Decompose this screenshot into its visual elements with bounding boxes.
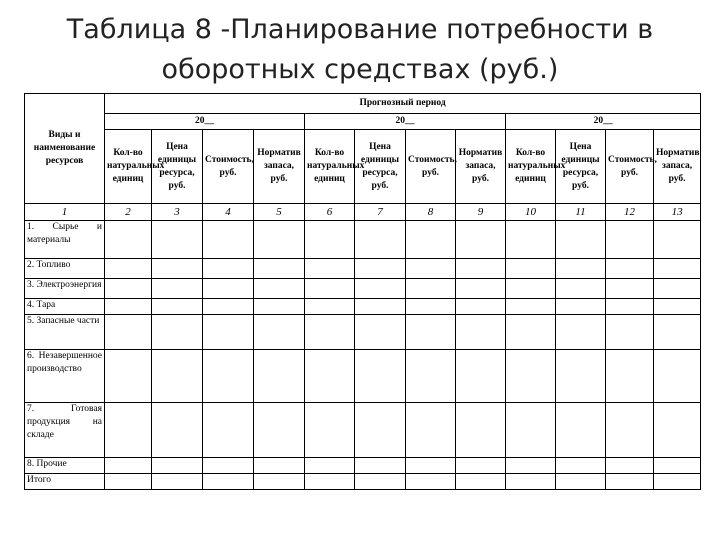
- qty-header: Кол-во натуральных единиц: [506, 130, 556, 204]
- price-header: Цена единицы ресурса, руб.: [355, 130, 406, 204]
- empty-cell: [606, 221, 654, 259]
- resource-name: 2. Топливо: [25, 259, 105, 279]
- empty-cell: [556, 403, 606, 458]
- column-number: 3: [152, 204, 203, 221]
- cost-header: Стоимость, руб.: [203, 130, 254, 204]
- empty-cell: [355, 279, 406, 299]
- empty-cell: [606, 458, 654, 474]
- empty-cell: [305, 350, 355, 403]
- empty-cell: [305, 259, 355, 279]
- empty-cell: [152, 279, 203, 299]
- empty-cell: [506, 315, 556, 350]
- empty-cell: [654, 458, 701, 474]
- empty-cell: [203, 279, 254, 299]
- resource-name: 3. Электроэнергия: [25, 279, 105, 299]
- norm-header: Норматив запаса, руб.: [456, 130, 506, 204]
- empty-cell: [456, 259, 506, 279]
- empty-cell: [506, 458, 556, 474]
- empty-cell: [606, 474, 654, 490]
- empty-cell: [203, 221, 254, 259]
- resource-name: 4. Тара: [25, 299, 105, 315]
- empty-cell: [305, 474, 355, 490]
- empty-cell: [254, 221, 305, 259]
- empty-cell: [152, 221, 203, 259]
- empty-cell: [654, 474, 701, 490]
- empty-cell: [305, 403, 355, 458]
- empty-cell: [305, 299, 355, 315]
- qty-header: Кол-во натуральных единиц: [305, 130, 355, 204]
- empty-cell: [305, 279, 355, 299]
- empty-cell: [105, 279, 152, 299]
- empty-cell: [506, 221, 556, 259]
- empty-cell: [203, 315, 254, 350]
- empty-cell: [456, 403, 506, 458]
- table-row: [25, 221, 701, 259]
- price-header: Цена единицы ресурса, руб.: [556, 130, 606, 204]
- empty-cell: [105, 221, 152, 259]
- price-header: Цена единицы ресурса, руб.: [152, 130, 203, 204]
- empty-cell: [406, 259, 456, 279]
- empty-cell: [506, 279, 556, 299]
- empty-cell: [456, 315, 506, 350]
- table-row: [25, 279, 701, 299]
- column-number: 13: [654, 204, 701, 221]
- resource-name: 7. Готовая продукция на складе: [25, 403, 105, 458]
- empty-cell: [406, 221, 456, 259]
- empty-cell: [556, 350, 606, 403]
- empty-cell: [355, 299, 406, 315]
- qty-header: Кол-во натуральных единиц: [105, 130, 152, 204]
- empty-cell: [105, 350, 152, 403]
- empty-cell: [506, 299, 556, 315]
- empty-cell: [406, 474, 456, 490]
- empty-cell: [355, 474, 406, 490]
- empty-cell: [203, 259, 254, 279]
- empty-cell: [355, 315, 406, 350]
- column-number: 1: [25, 204, 105, 221]
- column-number: 8: [406, 204, 456, 221]
- table-row: [25, 350, 701, 403]
- column-number: 11: [556, 204, 606, 221]
- empty-cell: [606, 259, 654, 279]
- empty-cell: [654, 259, 701, 279]
- resource-name: 5. Запасные части: [25, 315, 105, 350]
- cost-header: Стоимость, руб.: [406, 130, 456, 204]
- empty-cell: [456, 299, 506, 315]
- year-header-3: 20__: [506, 114, 701, 130]
- empty-cell: [203, 474, 254, 490]
- empty-cell: [152, 458, 203, 474]
- empty-cell: [456, 474, 506, 490]
- empty-cell: [456, 221, 506, 259]
- empty-cell: [254, 350, 305, 403]
- empty-cell: [556, 279, 606, 299]
- empty-cell: [254, 403, 305, 458]
- empty-cell: [406, 350, 456, 403]
- page-title: [0, 10, 720, 90]
- empty-cell: [654, 315, 701, 350]
- resource-name: Итого: [25, 474, 105, 490]
- empty-cell: [456, 279, 506, 299]
- empty-cell: [654, 221, 701, 259]
- empty-cell: [606, 299, 654, 315]
- empty-cell: [254, 259, 305, 279]
- empty-cell: [556, 221, 606, 259]
- table-row: [25, 259, 701, 279]
- title-line-2: оборотных средствах (руб.): [161, 54, 559, 85]
- resource-name: 6. Незавершенное производство: [25, 350, 105, 403]
- norm-header: Норматив запаса, руб.: [254, 130, 305, 204]
- empty-cell: [203, 350, 254, 403]
- empty-cell: [606, 315, 654, 350]
- empty-cell: [556, 299, 606, 315]
- resource-type-header: Виды и наименование ресурсов: [25, 94, 105, 204]
- empty-cell: [203, 458, 254, 474]
- column-number: 2: [105, 204, 152, 221]
- norm-header: Норматив запаса, руб.: [654, 130, 701, 204]
- empty-cell: [355, 403, 406, 458]
- empty-cell: [254, 458, 305, 474]
- resource-name: 8. Прочие: [25, 458, 105, 474]
- empty-cell: [556, 474, 606, 490]
- empty-cell: [305, 458, 355, 474]
- empty-cell: [105, 299, 152, 315]
- column-number: 5: [254, 204, 305, 221]
- empty-cell: [556, 315, 606, 350]
- empty-cell: [254, 279, 305, 299]
- column-number: 12: [606, 204, 654, 221]
- empty-cell: [606, 403, 654, 458]
- empty-cell: [152, 403, 203, 458]
- year-header-2: 20__: [305, 114, 506, 130]
- empty-cell: [105, 474, 152, 490]
- table-row: [25, 299, 701, 315]
- table-row: [25, 458, 701, 474]
- empty-cell: [654, 350, 701, 403]
- empty-cell: [654, 299, 701, 315]
- empty-cell: [305, 221, 355, 259]
- empty-cell: [506, 403, 556, 458]
- empty-cell: [406, 279, 456, 299]
- empty-cell: [105, 315, 152, 350]
- empty-cell: [506, 259, 556, 279]
- empty-cell: [606, 350, 654, 403]
- table-row: [25, 474, 701, 490]
- empty-cell: [506, 350, 556, 403]
- empty-cell: [152, 259, 203, 279]
- column-number: 9: [456, 204, 506, 221]
- empty-cell: [305, 315, 355, 350]
- empty-cell: [152, 299, 203, 315]
- column-number: 6: [305, 204, 355, 221]
- cost-header: Стоимость, руб.: [606, 130, 654, 204]
- resource-name: 1. Сырье и материалы: [25, 221, 105, 259]
- empty-cell: [654, 403, 701, 458]
- column-number: 4: [203, 204, 254, 221]
- empty-cell: [406, 299, 456, 315]
- empty-cell: [556, 458, 606, 474]
- column-number: 7: [355, 204, 406, 221]
- empty-cell: [506, 474, 556, 490]
- empty-cell: [456, 350, 506, 403]
- empty-cell: [203, 299, 254, 315]
- table-row: [25, 315, 701, 350]
- empty-cell: [105, 259, 152, 279]
- year-header-1: 20__: [105, 114, 305, 130]
- empty-cell: [152, 474, 203, 490]
- empty-cell: [152, 350, 203, 403]
- empty-cell: [254, 299, 305, 315]
- empty-cell: [355, 350, 406, 403]
- empty-cell: [606, 279, 654, 299]
- empty-cell: [556, 259, 606, 279]
- empty-cell: [355, 221, 406, 259]
- empty-cell: [406, 315, 456, 350]
- table-row: [25, 403, 701, 458]
- empty-cell: [254, 474, 305, 490]
- empty-cell: [406, 458, 456, 474]
- resource-planning-table: [24, 93, 701, 490]
- empty-cell: [456, 458, 506, 474]
- empty-cell: [203, 403, 254, 458]
- forecast-period-header: Прогнозный период: [105, 94, 701, 114]
- title-line-1: Таблица 8 -Планирование потребности в: [66, 14, 654, 45]
- empty-cell: [355, 259, 406, 279]
- empty-cell: [254, 315, 305, 350]
- empty-cell: [105, 403, 152, 458]
- empty-cell: [105, 458, 152, 474]
- empty-cell: [355, 458, 406, 474]
- empty-cell: [152, 315, 203, 350]
- column-number: 10: [506, 204, 556, 221]
- empty-cell: [654, 279, 701, 299]
- empty-cell: [406, 403, 456, 458]
